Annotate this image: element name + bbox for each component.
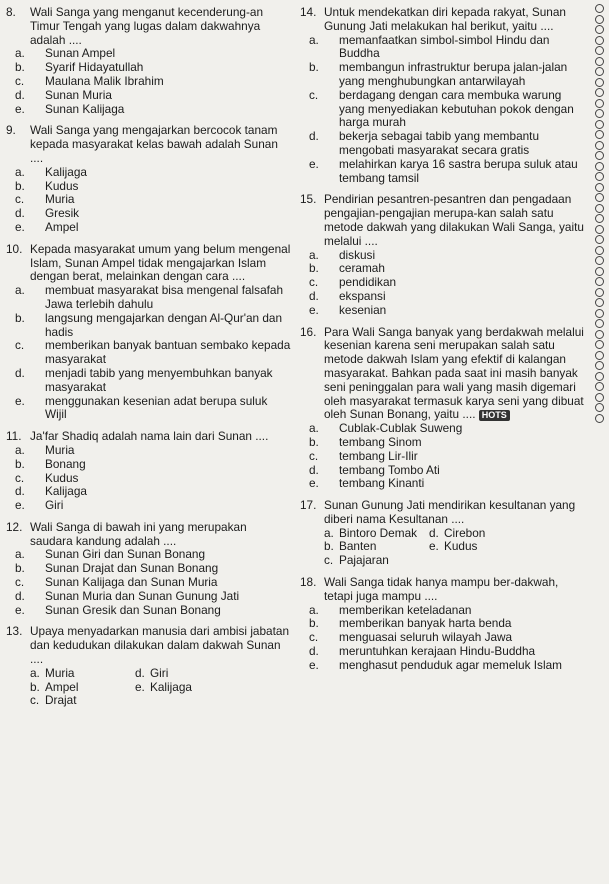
binding-ring <box>595 99 604 108</box>
answer-option[interactable] <box>15 588 292 604</box>
question-8 <box>6 6 292 47</box>
option-text: tembang Tombo Ati <box>339 462 440 477</box>
question-stem <box>324 193 586 248</box>
option-text: Muria <box>45 442 75 457</box>
question-number: 18. <box>300 575 317 590</box>
binding-ring <box>595 46 604 55</box>
question-text: Wali Sanga yang menganut kecenderung-an Timur Tengah yang lugas dalam dakwahnya adalah .... <box>30 5 264 47</box>
option-text: Kudus <box>45 470 79 485</box>
question-number: 8. <box>6 5 16 19</box>
option-letter: a. <box>15 164 25 179</box>
question-16 <box>300 326 586 423</box>
question-text: Ja'far Shadiq adalah nama lain dari Sunan .... <box>30 429 269 444</box>
option-letter: b. <box>309 434 319 449</box>
answer-option[interactable] <box>15 393 292 423</box>
option-text: Kalijaga <box>45 164 87 179</box>
question-15 <box>300 193 586 248</box>
option-letter: a. <box>324 525 334 540</box>
option-letter: d. <box>309 462 319 477</box>
option-row <box>30 667 292 681</box>
binding-ring <box>595 256 604 265</box>
option-letter: c. <box>15 192 25 207</box>
option-letter: c. <box>15 470 25 485</box>
question-text: Wali Sanga di bawah ini yang merupakan saudara kandung adalah .... <box>30 519 247 548</box>
option-text: berdagang dengan cara membuka warung yang menyediakan kebutuhan pokok dengan harga murah <box>339 87 574 130</box>
option-text: Cirebon <box>444 525 486 540</box>
option-text: pendidikan <box>339 275 397 290</box>
option-text: Ampel <box>45 219 79 234</box>
question-10 <box>6 243 292 284</box>
option-row <box>324 527 586 541</box>
question-text: Sunan Gunung Jati mendirikan kesultanan yang diberi nama Kesultanan .... <box>324 498 576 526</box>
answer-option[interactable] <box>15 338 292 367</box>
question-stem <box>324 6 586 34</box>
option-text: Maulana Malik Ibrahim <box>45 73 164 88</box>
question-text: Wali Sanga tidak hanya mampu ber-dakwah, tetapi juga mampu .... <box>324 575 559 603</box>
answer-option[interactable] <box>309 616 586 631</box>
question-18 <box>300 576 586 604</box>
empty-cell <box>429 554 534 568</box>
question-text: Para Wali Sanga banyak yang berdakwah melalui kesenian karena seni merupakan salah satu metode dakwah Islam yang efektif di kalangan masyarakat. Bahkan pada saat ini masih banyak seni peninggalan para wali yang masih digemari oleh masyarakat termasuk karya seni yang dibuat oleh Sunan Bonang, yaitu .... <box>324 324 584 422</box>
question-number: 15. <box>300 192 317 207</box>
option-text: Drajat <box>45 693 77 708</box>
answer-option[interactable] <box>15 602 292 618</box>
question-stem <box>324 326 586 423</box>
option-text: bekerja sebagai tabib yang membantu mengobati masyarakat secara gratis <box>339 129 540 157</box>
option-letter: c. <box>309 448 319 463</box>
option-letter: b. <box>15 178 25 193</box>
option-text: Kudus <box>45 178 79 193</box>
question-text: Kepada masyarakat umum yang belum mengenal Islam, Sunan Ampel tidak mengajarkan Islam dengan berat, melainkan dengan cara .... <box>30 241 291 284</box>
answer-option[interactable] <box>309 462 586 478</box>
option-letter: e. <box>309 302 319 317</box>
option-letter: a. <box>15 442 25 457</box>
answer-option[interactable] <box>15 219 292 235</box>
option-row <box>30 694 292 708</box>
binding-ring <box>595 193 604 202</box>
question-stem <box>30 625 292 666</box>
option-text: Sunan Kalijaga dan Sunan Muria <box>45 575 218 590</box>
option-letter: d. <box>309 644 319 659</box>
option-letter: d. <box>15 365 25 380</box>
binding-ring <box>595 162 604 171</box>
answer-option[interactable] <box>30 681 135 695</box>
option-letter: b. <box>15 60 25 75</box>
answer-option[interactable] <box>309 156 586 186</box>
binding-ring <box>595 403 604 412</box>
option-letter: e. <box>15 602 25 617</box>
answer-option[interactable] <box>309 60 586 89</box>
binding-ring <box>595 330 604 339</box>
question-12 <box>6 521 292 549</box>
option-letter: d. <box>15 87 25 102</box>
binding-ring <box>595 15 604 24</box>
binding-ring <box>595 277 604 286</box>
binding-ring <box>595 57 604 66</box>
option-text: Muria <box>45 192 75 207</box>
option-letter: b. <box>30 679 40 694</box>
option-row <box>324 540 586 554</box>
option-text: Pajajaran <box>339 553 389 568</box>
option-letter: d. <box>309 129 319 144</box>
option-text: membangun infrastruktur berupa jalan-jalan yang menghubungkan antarwilayah <box>339 60 568 88</box>
binding-ring <box>595 382 604 391</box>
binding-ring <box>595 151 604 160</box>
option-letter: a. <box>15 547 25 562</box>
binding-ring <box>595 25 604 34</box>
question-number: 11. <box>6 429 22 444</box>
option-text: Bonang <box>45 456 86 471</box>
question-stem <box>30 243 292 284</box>
option-text: Sunan Drajat dan Sunan Bonang <box>45 561 219 576</box>
question-17 <box>300 499 586 527</box>
answer-option[interactable] <box>15 547 292 562</box>
question-stem <box>30 430 292 444</box>
question-number: 17. <box>300 498 317 513</box>
option-letter: a. <box>15 283 25 298</box>
answer-option[interactable] <box>309 288 586 304</box>
binding-ring <box>595 109 604 118</box>
option-text: Sunan Muria <box>45 87 112 102</box>
binding-ring <box>595 78 604 87</box>
option-letter: b. <box>309 60 319 75</box>
option-text: Giri <box>45 498 64 513</box>
option-row <box>324 554 586 568</box>
binding-ring <box>595 36 604 45</box>
option-text: diskusi <box>339 247 376 262</box>
option-text: memberikan banyak bantuan sembako kepada masyarakat <box>45 338 291 367</box>
answer-option[interactable] <box>15 365 292 395</box>
option-letter: d. <box>309 288 319 303</box>
option-text: Gresik <box>45 206 80 221</box>
option-letter: c. <box>15 73 25 88</box>
binding-ring <box>595 67 604 76</box>
option-text: tembang Kinanti <box>339 476 425 491</box>
answer-option[interactable] <box>30 694 135 708</box>
option-text: Kalijaga <box>150 679 192 694</box>
answer-option[interactable] <box>15 178 292 194</box>
option-letter: b. <box>324 539 334 554</box>
answer-option[interactable] <box>309 421 586 436</box>
answer-option[interactable] <box>15 484 292 499</box>
option-letter: a. <box>309 421 319 436</box>
question-number: 12. <box>6 519 23 534</box>
option-text: Kudus <box>444 539 478 554</box>
option-letter: b. <box>15 310 25 325</box>
binding-ring <box>595 235 604 244</box>
option-text: ekspansi <box>339 288 386 303</box>
answer-option[interactable] <box>15 310 292 340</box>
option-letter: d. <box>15 206 25 221</box>
binding-ring <box>595 372 604 381</box>
question-stem <box>30 6 292 47</box>
option-letter: b. <box>15 561 25 576</box>
answer-option[interactable] <box>324 527 429 541</box>
answer-option[interactable] <box>15 456 292 472</box>
option-letter: c. <box>309 275 319 290</box>
option-letter: c. <box>309 630 319 645</box>
option-letter: d. <box>15 588 25 603</box>
option-letter: a. <box>309 602 319 617</box>
binding-ring <box>595 183 604 192</box>
option-text: Bintoro Demak <box>339 525 418 540</box>
option-text: menggunakan kesenian adat berupa suluk Wijil <box>45 393 268 422</box>
option-text: menghasut penduduk agar memeluk Islam <box>339 657 562 672</box>
option-text: Giri <box>150 665 169 680</box>
answer-option[interactable] <box>309 129 586 158</box>
binding-ring <box>595 172 604 181</box>
question-number: 10. <box>6 241 23 256</box>
question-number: 9. <box>6 123 16 138</box>
answer-option[interactable] <box>309 87 586 130</box>
answer-option[interactable] <box>135 667 240 681</box>
answer-option[interactable] <box>15 87 292 103</box>
question-stem <box>324 499 586 527</box>
option-text: Syarif Hidayatullah <box>45 60 144 75</box>
option-text: langsung mengajarkan dengan Al-Qur'an dan hadis <box>45 310 283 339</box>
answer-option[interactable] <box>309 302 586 318</box>
option-letter: d. <box>429 525 439 540</box>
option-row <box>30 681 292 695</box>
answer-option[interactable] <box>309 261 586 276</box>
answer-option[interactable] <box>15 101 292 117</box>
option-letter: e. <box>309 657 319 672</box>
option-letter: b. <box>309 261 319 276</box>
option-text: Ampel <box>45 679 79 694</box>
binding-ring <box>595 288 604 297</box>
option-letter: e. <box>15 101 25 116</box>
question-stem <box>324 576 586 604</box>
option-letter: e. <box>135 679 145 694</box>
question-number: 13. <box>6 624 23 639</box>
binding-ring <box>595 141 604 150</box>
answer-option[interactable] <box>15 164 292 180</box>
answer-option[interactable] <box>15 283 292 312</box>
answer-option[interactable] <box>429 540 534 554</box>
option-text: kesenian <box>339 302 387 317</box>
binding-ring <box>595 88 604 97</box>
option-letter: e. <box>309 156 319 171</box>
question-9 <box>6 124 292 165</box>
binding-ring <box>595 340 604 349</box>
option-letter: a. <box>309 32 319 47</box>
question-number: 16. <box>300 324 317 339</box>
option-letter: c. <box>324 553 334 568</box>
option-text: memberikan banyak harta benda <box>339 616 512 631</box>
answer-option[interactable] <box>309 630 586 645</box>
option-letter: a. <box>30 665 40 680</box>
option-text: Sunan Kalijaga <box>45 101 125 116</box>
question-text: Wali Sanga yang mengajarkan bercocok tanam kepada masyarakat kelas bawah adalah Sunan .... <box>30 123 278 165</box>
answer-option[interactable] <box>324 554 429 568</box>
option-letter: d. <box>15 484 25 499</box>
answer-option[interactable] <box>309 448 586 464</box>
option-text: tembang Lir-Ilir <box>339 448 418 463</box>
option-text: Sunan Muria dan Sunan Gunung Jati <box>45 588 240 603</box>
option-letter: e. <box>15 393 25 408</box>
option-text: Sunan Giri dan Sunan Bonang <box>45 547 206 562</box>
option-letter: c. <box>15 338 25 353</box>
question-11 <box>6 430 292 444</box>
binding-ring <box>595 204 604 213</box>
binding-ring <box>595 351 604 360</box>
option-letter: c. <box>15 575 25 590</box>
option-letter: b. <box>309 616 319 631</box>
question-stem <box>30 521 292 549</box>
option-letter: b. <box>15 456 25 471</box>
answer-option[interactable] <box>135 681 240 695</box>
binding-ring <box>595 361 604 370</box>
question-14 <box>300 6 586 34</box>
binding-ring <box>595 267 604 276</box>
option-text: memberikan keteladanan <box>339 602 472 617</box>
option-letter: a. <box>309 247 319 262</box>
option-text: meruntuhkan kerajaan Hindu-Buddha <box>339 644 536 659</box>
option-text: memanfaatkan simbol-simbol Hindu dan Buddha <box>339 32 550 61</box>
answer-option[interactable] <box>309 247 586 263</box>
question-13 <box>6 625 292 666</box>
spiral-binding <box>593 0 607 884</box>
option-letter: a. <box>15 46 25 61</box>
question-text: Upaya menyadarkan manusia dari ambisi jabatan dan kedudukan dilakukan dalam dakwah Sunan .... <box>30 624 290 667</box>
option-text: Banten <box>339 539 377 554</box>
right-column <box>300 6 586 673</box>
answer-option[interactable] <box>15 192 292 207</box>
answer-option[interactable] <box>309 476 586 491</box>
binding-ring <box>595 225 604 234</box>
option-letter: e. <box>15 219 25 234</box>
option-text: tembang Sinom <box>339 434 422 449</box>
answer-option[interactable] <box>309 602 586 618</box>
binding-ring <box>595 309 604 318</box>
option-text: Sunan Gresik dan Sunan Bonang <box>45 602 221 617</box>
answer-option[interactable] <box>15 46 292 61</box>
answer-option[interactable] <box>15 575 292 590</box>
answer-option[interactable] <box>30 667 135 681</box>
option-letter: c. <box>30 693 40 708</box>
binding-ring <box>595 4 604 13</box>
answer-option[interactable] <box>15 60 292 75</box>
option-text: Sunan Ampel <box>45 46 116 61</box>
answer-option[interactable] <box>429 527 534 541</box>
option-text: ceramah <box>339 261 385 276</box>
answer-option[interactable] <box>15 470 292 486</box>
answer-option[interactable] <box>15 442 292 458</box>
answer-option[interactable] <box>15 561 292 576</box>
option-letter: c. <box>309 87 319 102</box>
question-text: Pendirian pesantren-pesantren dan pengadaan pengajian-pengajian merupa-kan salah satu metode dakwah yang dilakukan Wali Sanga, yaitu melalui .... <box>324 192 584 248</box>
option-text: Muria <box>45 665 75 680</box>
binding-ring <box>595 319 604 328</box>
option-letter: e. <box>309 476 319 491</box>
answer-option[interactable] <box>309 32 586 62</box>
answer-option[interactable] <box>15 498 292 513</box>
question-stem <box>30 124 292 165</box>
binding-ring <box>595 214 604 223</box>
question-text: Untuk mendekatkan diri kepada rakyat, Sunan Gunung Jati melakukan hal berikut, yaitu .... <box>324 5 566 33</box>
option-text: membuat masyarakat bisa mengenal falsafah Jawa terlebih dahulu <box>45 283 284 311</box>
binding-ring <box>595 393 604 402</box>
binding-ring <box>595 298 604 307</box>
option-text: Kalijaga <box>45 484 87 499</box>
option-text: menguasai seluruh wilayah Jawa <box>339 630 513 645</box>
hots-badge: HOTS <box>479 410 510 421</box>
question-number: 14. <box>300 5 317 19</box>
binding-ring <box>595 246 604 255</box>
answer-option[interactable] <box>309 644 586 659</box>
answer-option[interactable] <box>15 73 292 89</box>
option-letter: d. <box>135 665 145 680</box>
binding-ring <box>595 414 604 423</box>
option-letter: e. <box>15 498 25 513</box>
answer-option[interactable] <box>324 540 429 554</box>
empty-cell <box>135 694 240 708</box>
answer-option[interactable] <box>15 206 292 221</box>
option-text: Cublak-Cublak Suweng <box>339 421 463 436</box>
binding-ring <box>595 130 604 139</box>
answer-option[interactable] <box>309 657 586 673</box>
binding-ring <box>595 120 604 129</box>
answer-option[interactable] <box>309 434 586 450</box>
option-text: menjadi tabib yang menyembuhkan banyak masyarakat <box>45 365 273 394</box>
left-column <box>6 6 292 708</box>
option-text: melahirkan karya 16 sastra berupa suluk atau tembang tamsil <box>339 156 578 185</box>
option-letter: e. <box>429 539 439 554</box>
answer-option[interactable] <box>309 275 586 290</box>
